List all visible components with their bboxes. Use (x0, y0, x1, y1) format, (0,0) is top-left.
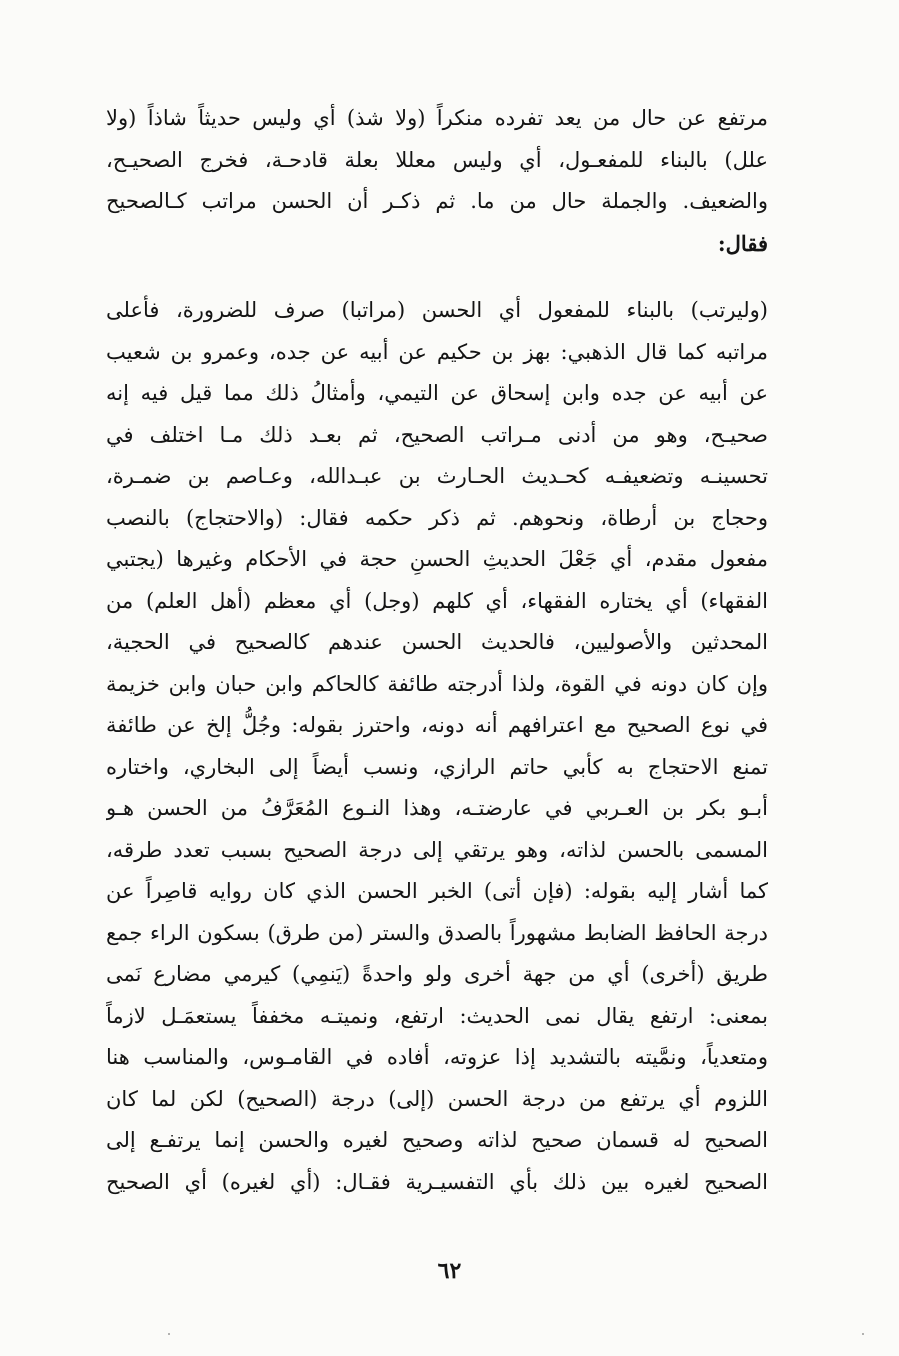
text-line: مفعول مقدم، أي جَعْلَ الحديثِ الحسنِ حجة في الأحكام وغيرها (يجتبي (106, 547, 768, 571)
text-line: وإن كان دونه في القوة، ولذا أدرجته طائفة كالحاكم وابن حبان وابن خزيمة (106, 671, 768, 696)
text-line: تمنع الاحتجاج به كأبي حاتم الرازي، ونسب أيضاً إلى البخاري، واختاره (106, 754, 768, 779)
text-line: الفقهاء) أي يختاره الفقهاء، أي كلهم (وجل) أي معظم (أهل العلم) من (106, 588, 768, 613)
text-line: بمعنى: ارتفع يقال نمى الحديث: ارتفع، ونميتـه مخففاً يستعمَـل لازماً (106, 1003, 768, 1028)
paragraph-1 (106, 98, 768, 264)
text-line: مرتفع عن حال من يعد تفرده منكراً (ولا شذ) أي وليس حديثاً شاذاً (ولا (106, 106, 768, 130)
scan-speck (168, 1333, 170, 1335)
text-line: مراتبه كما قال الذهبي: بهز بن حكيم عن أبيه عن جده، وعمرو بن شعيب (106, 339, 768, 364)
text-line: في نوع الصحيح مع اعترافهم أنه دونه، واحترز بقوله: وجُلُّ إلخ عن طائفة (106, 713, 768, 737)
paragraph-2 (106, 290, 768, 1203)
text-line: عن أبيه عن جده وابن إسحاق عن التيمي، وأمثالُ ذلك مما قيل فيه إنه (106, 381, 768, 405)
text-line: الصحيح له قسمان صحيح لذاته وصحيح لغيره والحسن إنما يرتفـع إلى (106, 1128, 768, 1152)
text-line: الصحيح لغيره بين ذلك بأي التفسيـرية فقـال: (أي لغيره) أي الصحيح (106, 1169, 768, 1194)
text-line: أبـو بكر بن العـربي في عارضتـه، وهذا النـوع المُعَرَّفُ من الحسن هـو (106, 796, 768, 820)
text-line: تحسينـه وتضعيفـه كحـديث الحـارث بن عبـدالله، وعـاصم بن ضمـرة، (106, 464, 768, 488)
text-line: المسمى بالحسن لذاته، وهو يرتقي إلى درجة الصحيح بسبب تعدد طرقه، (106, 837, 768, 862)
text-line: طريق (أخرى) أي من جهة أخرى ولو واحدةً (يَنمِي) كيرمي مضارع نَمى (106, 962, 768, 986)
scan-speck (862, 1333, 864, 1335)
text-line: درجة الحافظ الضابط مشهوراً بالصدق والستر (من طرق) بسكون الراء جمع (106, 920, 768, 945)
text-line: وحجاج بن أرطاة، ونحوهم. ثم ذكر حكمه فقال: (والاحتجاج) بالنصب (106, 505, 768, 530)
text-line: فقال: (717, 230, 768, 256)
text-line: المحدثين والأصوليين، فالحديث الحسن عندهم كالصحيح في الحجية، (106, 630, 768, 654)
text-line: اللزوم أي يرتفع من درجة الحسن (إلى) درجة (الصحيح) لكن لما كان (106, 1086, 768, 1111)
text-line: ومتعدياً، ونمَّيته بالتشديد إذا عزوته، أفاده في القامـوس، والمناسب هنا (106, 1045, 768, 1069)
text-line: والضعيف. والجملة حال من ما. ثم ذكـر أن الحسن مراتب كـالصحيح (106, 189, 768, 213)
text-line: صحيـح، وهو من أدنى مـراتب الصحيح، ثم بعـد ذلك مـا اختلف في (106, 422, 768, 447)
text-line: (وليرتب) بالبناء للمفعول أي الحسن (مراتبا) صرف للضرورة، فأعلى (106, 298, 768, 322)
page-number: ٦٢ (437, 1258, 462, 1284)
text-line: علل) بالبناء للمفعـول، أي وليس معللا بعلة قادحـة، فخرج الصحيـح، (106, 147, 768, 172)
text-line: كما أشار إليه بقوله: (فإن أتى) الخبر الحسن الذي كان روايه قاصِراً عن (106, 879, 768, 903)
